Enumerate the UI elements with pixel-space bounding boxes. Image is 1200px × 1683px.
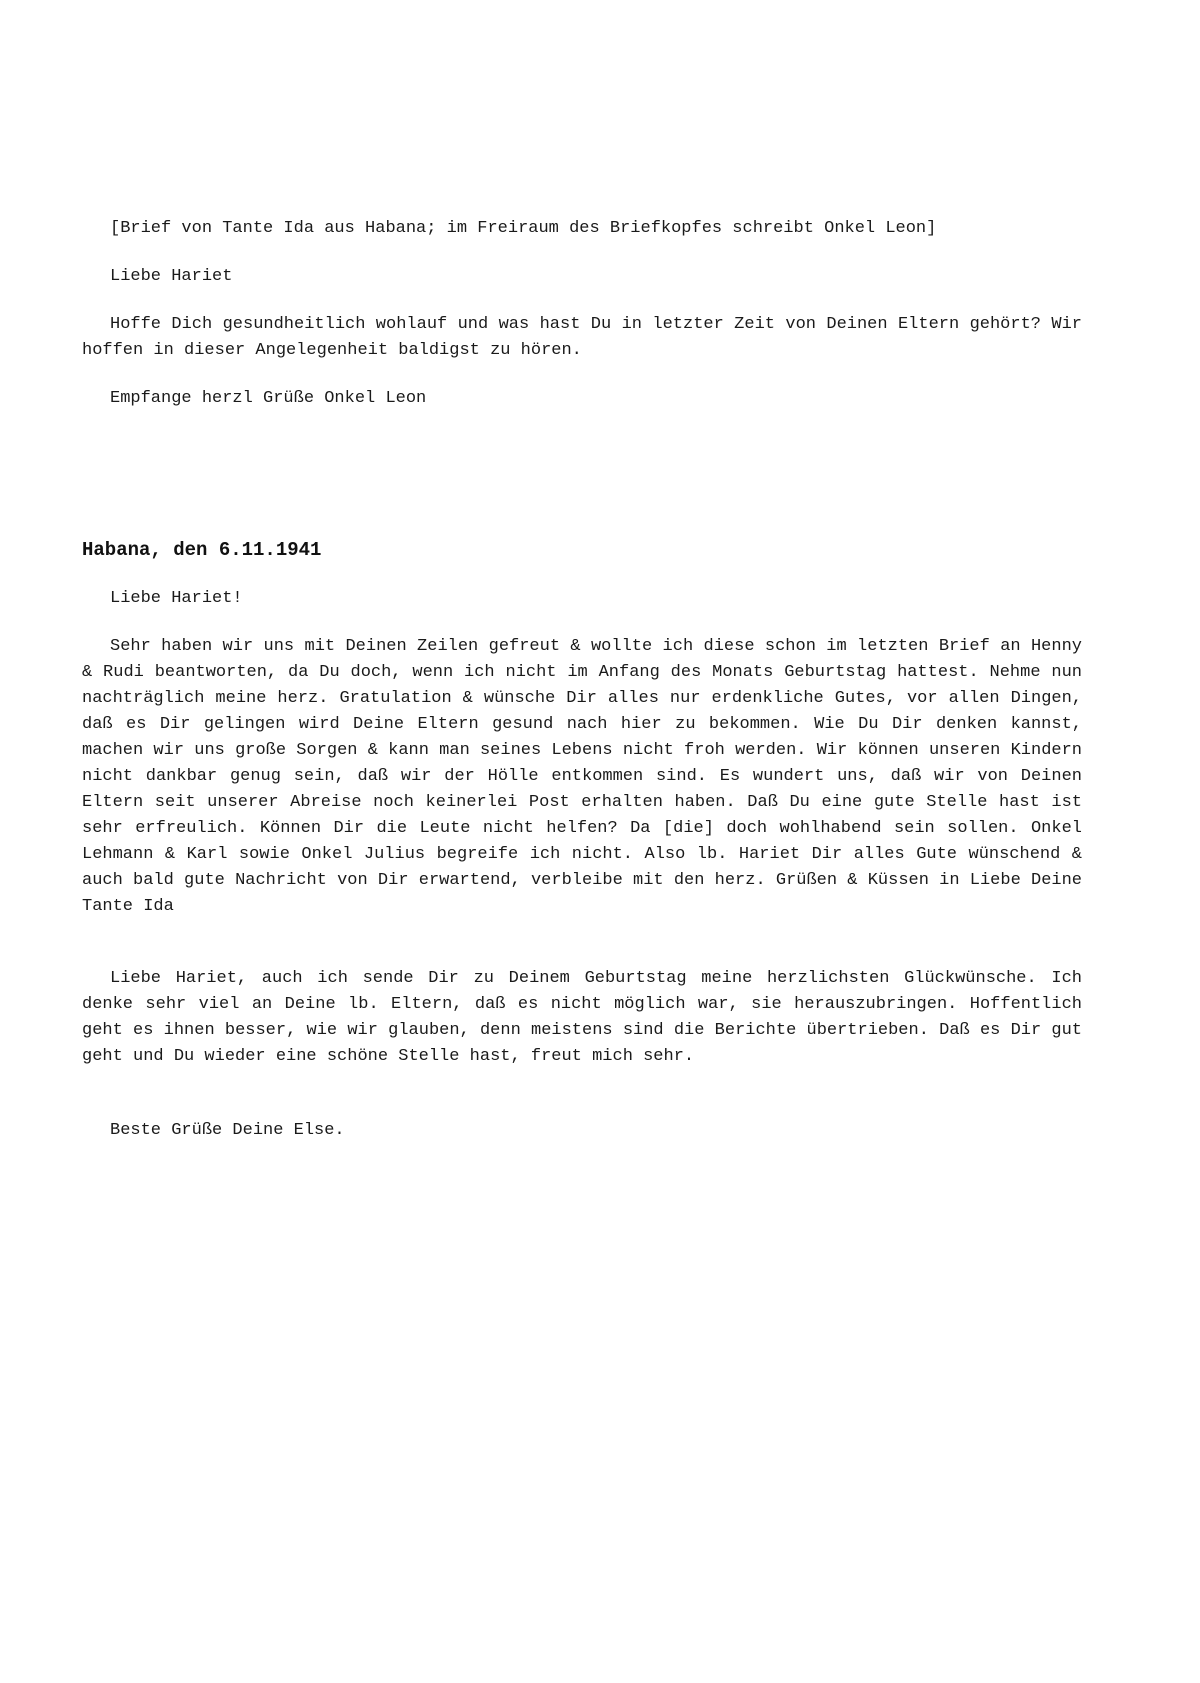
letter-paragraph-else: Liebe Hariet, auch ich sende Dir zu Deinem Geburtstag meine herzlichsten Glückwünsche. Ich denke sehr viel an Deine lb. Eltern, daß es nicht möglich war, sie herauszubringen. Hoffentlich geht es ihnen besser, wie wir glauben, denn meistens sind die Berichte übertrieben. Daß es Dir gut geht und Du wieder eine schöne Stelle hast, freut mich sehr. — [82, 969, 1082, 1066]
letter-salutation: Liebe Hariet! — [110, 589, 243, 608]
letter-paragraph-ida: Sehr haben wir uns mit Deinen Zeilen gefreut & wollte ich diese schon im letzten Brief an Henny & Rudi beantworten, da Du doch, wenn ich nicht im Anfang des Monats Geburtstag hattest. Nehme nun nachträglich meine herz. Gratulation & wünsche Dir alles nur erdenkliche Gutes, vor allen Dingen, daß es Dir gelingen wird Deine Eltern gesund nach hier zu bekommen. Wie Du Dir denken kannst, machen wir uns große Sorgen & kann man seines Lebens nicht froh werden. Wir können unseren Kindern nicht dankbar genug sein, daß wir der Hölle entkommen sind. Es wundert uns, daß wir von Deinen Eltern seit unserer Abreise noch keinerlei Post erhalten haben. Daß Du eine gute Stelle hast ist sehr erfreulich. Können Dir die Leute nicht helfen? Da [die] doch wohlhabend sein sollen. Onkel Lehmann & Karl sowie Onkel Julius begreife ich nicht. Also lb. Hariet Dir alles Gute wünschend & auch bald gute Nachricht von Dir erwartend, verbleibe mit den herz. Grüßen & Küssen in Liebe Deine Tante Ida — [82, 637, 1082, 916]
note-closing: Empfange herzl Grüße Onkel Leon — [110, 389, 427, 408]
letter-closing: Beste Grüße Deine Else. — [110, 1121, 345, 1140]
note-salutation: Liebe Hariet — [110, 267, 233, 286]
editorial-note: [Brief von Tante Ida aus Habana; im Freiraum des Briefkopfes schreibt Onkel Leon] — [110, 219, 937, 238]
note-body: Hoffe Dich gesundheitlich wohlauf und was hast Du in letzter Zeit von Deinen Eltern gehört? Wir hoffen in dieser Angelegenheit baldigst zu hören. — [82, 315, 1082, 360]
letter-heading: Habana, den 6.11.1941 — [82, 539, 322, 561]
